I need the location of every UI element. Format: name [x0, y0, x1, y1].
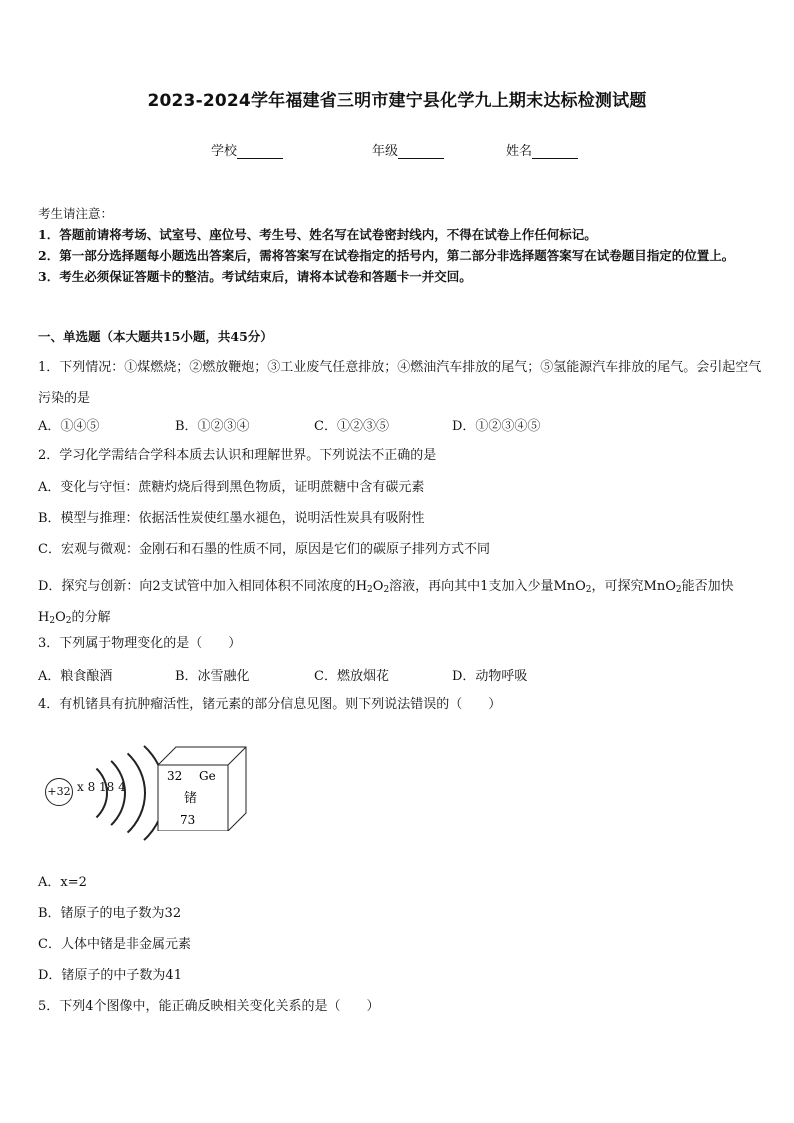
- notice-item: 1．答题前请将考场、试室号、座位号、考生号、姓名写在试卷密封线内，不得在试卷上作任何标记。: [38, 227, 597, 242]
- option-b[interactable]: B．模型与推理：依据活性炭使红墨水褪色，说明活性炭具有吸附性: [38, 511, 425, 526]
- option-d[interactable]: D．动物呼吸: [452, 669, 528, 684]
- name-field[interactable]: [506, 140, 578, 159]
- option-b[interactable]: B．①②③④: [175, 419, 250, 434]
- page-title: 2023-2024学年福建省三明市建宁县化学九上期末达标检测试题: [147, 91, 647, 111]
- notice-heading: 考生请注意：: [38, 206, 114, 221]
- school-blank[interactable]: [237, 144, 283, 159]
- question-4-stem: 4．有机锗具有抗肿瘤活性，锗元素的部分信息见图。则下列说法错误的（ ）: [38, 697, 502, 712]
- option-b[interactable]: B．冰雪融化: [175, 669, 250, 684]
- element-cell-germanium: [156, 745, 248, 831]
- option-c[interactable]: C．人体中锗是非金属元素: [38, 937, 191, 952]
- question-1-options: [38, 415, 762, 435]
- notice-item: 3．考生必须保证答题卡的整洁。考试结束后，请将本试卷和答题卡一并交回。: [38, 269, 472, 284]
- option-d-text: 能否加快H: [38, 579, 734, 625]
- nucleus: +32: [45, 778, 73, 806]
- option-d-text: 溶液，再向其中1支加入少量MnO: [389, 579, 586, 594]
- option-b[interactable]: B．锗原子的电子数为32: [38, 906, 182, 921]
- option-d-text: O: [55, 610, 66, 625]
- name-blank[interactable]: [532, 144, 578, 159]
- section-heading: 一、单选题（本大题共15小题，共45分）: [38, 329, 273, 344]
- option-d-text: ，可探究MnO: [591, 579, 676, 594]
- option-d[interactable]: D．①②③④⑤: [452, 419, 541, 434]
- exam-notice: [38, 203, 762, 287]
- option-d-text: 的分解: [71, 610, 111, 625]
- option-a[interactable]: A．变化与守恒：蔗糖灼烧后得到黑色物质，证明蔗糖中含有碳元素: [38, 480, 425, 495]
- school-label: 学校: [211, 144, 238, 159]
- subscript: 2: [49, 616, 56, 626]
- question-3-options: [38, 665, 762, 685]
- notice-item: 2．第一部分选择题每小题选出答案后，需将答案写在试卷指定的括号内，第二部分非选择题答案写在试卷题目指定的位置上。: [38, 248, 735, 263]
- option-d-text: D．探究与创新：向2支试管中加入相同体积不同浓度的H: [38, 579, 368, 594]
- element-symbol: Ge: [199, 769, 216, 783]
- option-d-text: O: [372, 579, 384, 594]
- option-c[interactable]: C．宏观与微观：金刚石和石墨的性质不同，原因是它们的碳原子排列方式不同: [38, 542, 490, 557]
- school-field[interactable]: [211, 140, 283, 159]
- subscript: 2: [367, 585, 373, 595]
- option-a[interactable]: A．①④⑤: [38, 419, 100, 434]
- atomic-number: 32: [167, 769, 183, 783]
- grade-field[interactable]: [372, 140, 444, 159]
- subscript: 2: [675, 585, 682, 595]
- cube-edge: [228, 747, 246, 765]
- question-2-stem: 2．学习化学需结合学科本质去认识和理解世界。下列说法不正确的是: [38, 448, 437, 463]
- option-a[interactable]: A．粮食酿酒: [38, 669, 113, 684]
- question-5-stem: 5．下列4个图像中，能正确反映相关变化关系的是（ ）: [38, 999, 380, 1014]
- option-d[interactable]: D．锗原子的中子数为41: [38, 968, 182, 983]
- grade-blank[interactable]: [398, 144, 444, 159]
- option-c[interactable]: C．①②③⑤: [314, 419, 389, 434]
- question-1-stem: 1．下列情况：①煤燃烧；②燃放鞭炮；③工业废气任意排放；④燃油汽车排放的尾气；⑤氢能源汽车排放的尾气。会引起空气污染的是: [38, 360, 762, 406]
- subscript: 2: [65, 616, 72, 626]
- option-a[interactable]: A．x=2: [38, 875, 87, 890]
- student-info-row: [0, 140, 794, 160]
- name-label: 姓名: [506, 144, 533, 159]
- grade-label: 年级: [372, 144, 399, 159]
- subscript: 2: [383, 585, 390, 595]
- subscript: 2: [585, 585, 592, 595]
- option-d[interactable]: [38, 571, 762, 633]
- electron-counts: x 8 18 4: [77, 780, 126, 794]
- option-c[interactable]: C．燃放烟花: [314, 669, 389, 684]
- question-3-stem: 3．下列属于物理变化的是（ ）: [38, 636, 242, 651]
- element-name: 锗: [184, 791, 198, 806]
- atomic-mass: 73: [180, 813, 196, 827]
